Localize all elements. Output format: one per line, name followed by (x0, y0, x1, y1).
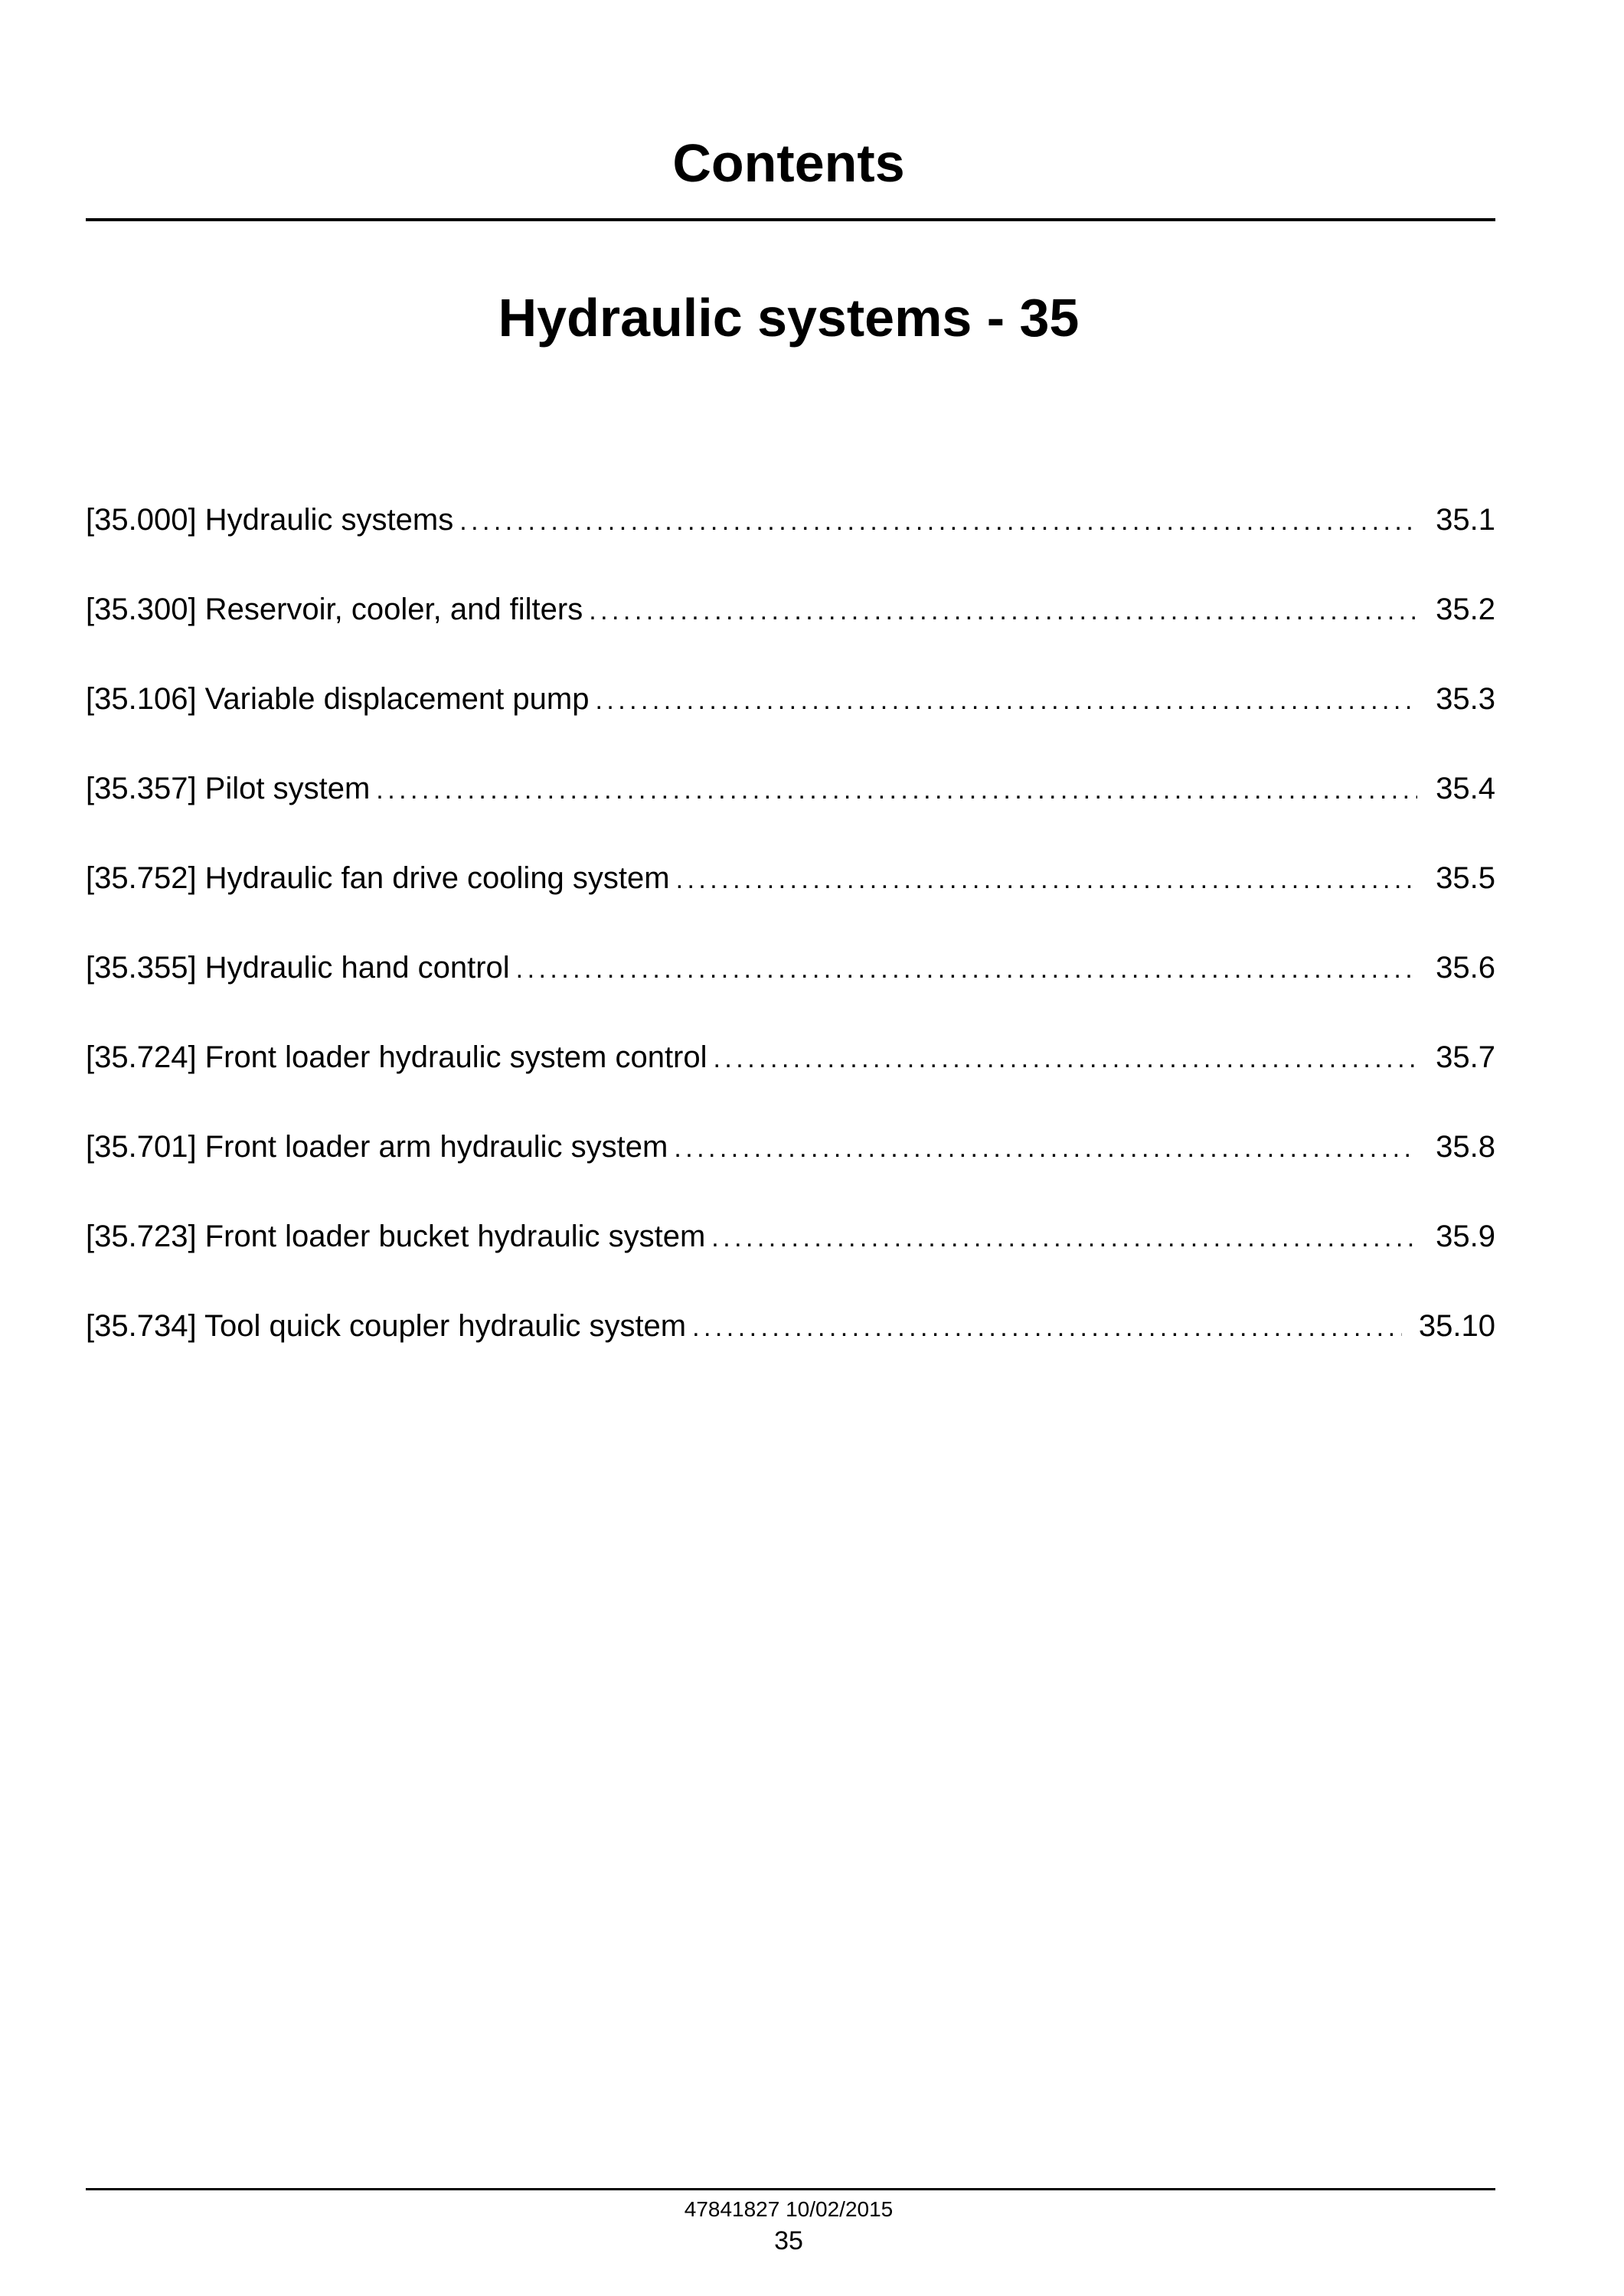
toc-entry-page: 35.10 (1418, 1309, 1495, 1343)
toc-entry-page: 35.7 (1436, 1040, 1495, 1074)
toc-dot-leader (692, 1309, 1402, 1346)
toc-entry[interactable] (86, 1308, 1495, 1397)
toc-entry[interactable] (86, 1218, 1495, 1308)
toc-entry-label: [35.000] Hydraulic systems (86, 503, 454, 537)
toc-entry-label: [35.724] Front loader hydraulic system control (86, 1040, 707, 1074)
toc-entry[interactable] (86, 681, 1495, 770)
toc-entry-label: [35.357] Pilot system (86, 772, 371, 805)
toc-entry-page: 35.2 (1436, 593, 1495, 626)
toc-entry-page: 35.6 (1436, 951, 1495, 985)
toc-entry[interactable] (86, 770, 1495, 860)
toc-entry[interactable] (86, 1128, 1495, 1218)
toc-entry[interactable] (86, 949, 1495, 1039)
toc-entry[interactable] (86, 501, 1495, 591)
toc-dot-leader (674, 1130, 1417, 1167)
toc-entry-label: [35.701] Front loader arm hydraulic system (86, 1130, 668, 1164)
toc-entry-page: 35.5 (1436, 861, 1495, 895)
toc-entry[interactable] (86, 1039, 1495, 1128)
toc-entry-page: 35.3 (1436, 682, 1495, 716)
toc-entry-page: 35.4 (1436, 772, 1495, 805)
toc-entry-label: [35.752] Hydraulic fan drive cooling system (86, 861, 670, 895)
toc-entry-page: 35.9 (1436, 1220, 1495, 1253)
page-title: Contents (672, 133, 905, 193)
toc-entry[interactable] (86, 591, 1495, 681)
toc-entry[interactable] (86, 860, 1495, 949)
footer-document-code: 47841827 10/02/2015 (684, 2197, 894, 2221)
toc-entry-label: [35.723] Front loader bucket hydraulic system (86, 1220, 706, 1253)
table-of-contents (86, 501, 1495, 1397)
toc-entry-label: [35.300] Reservoir, cooler, and filters (86, 593, 583, 626)
toc-entry-label: [35.106] Variable displacement pump (86, 682, 590, 716)
toc-dot-leader (459, 503, 1417, 540)
header-divider (86, 218, 1495, 221)
toc-dot-leader (589, 593, 1417, 629)
footer-divider (86, 2188, 1495, 2190)
toc-entry-label: [35.355] Hydraulic hand control (86, 951, 510, 985)
toc-entry-page: 35.8 (1436, 1130, 1495, 1164)
toc-dot-leader (676, 861, 1417, 898)
toc-dot-leader (595, 682, 1417, 719)
footer-page-number: 35 (774, 2226, 803, 2255)
toc-dot-leader (516, 951, 1417, 988)
toc-entry-page: 35.1 (1436, 503, 1495, 537)
section-title: Hydraulic systems - 35 (498, 288, 1080, 348)
toc-dot-leader (714, 1040, 1417, 1077)
toc-dot-leader (711, 1220, 1417, 1256)
toc-entry-label: [35.734] Tool quick coupler hydraulic system (86, 1309, 687, 1343)
toc-dot-leader (376, 772, 1417, 808)
